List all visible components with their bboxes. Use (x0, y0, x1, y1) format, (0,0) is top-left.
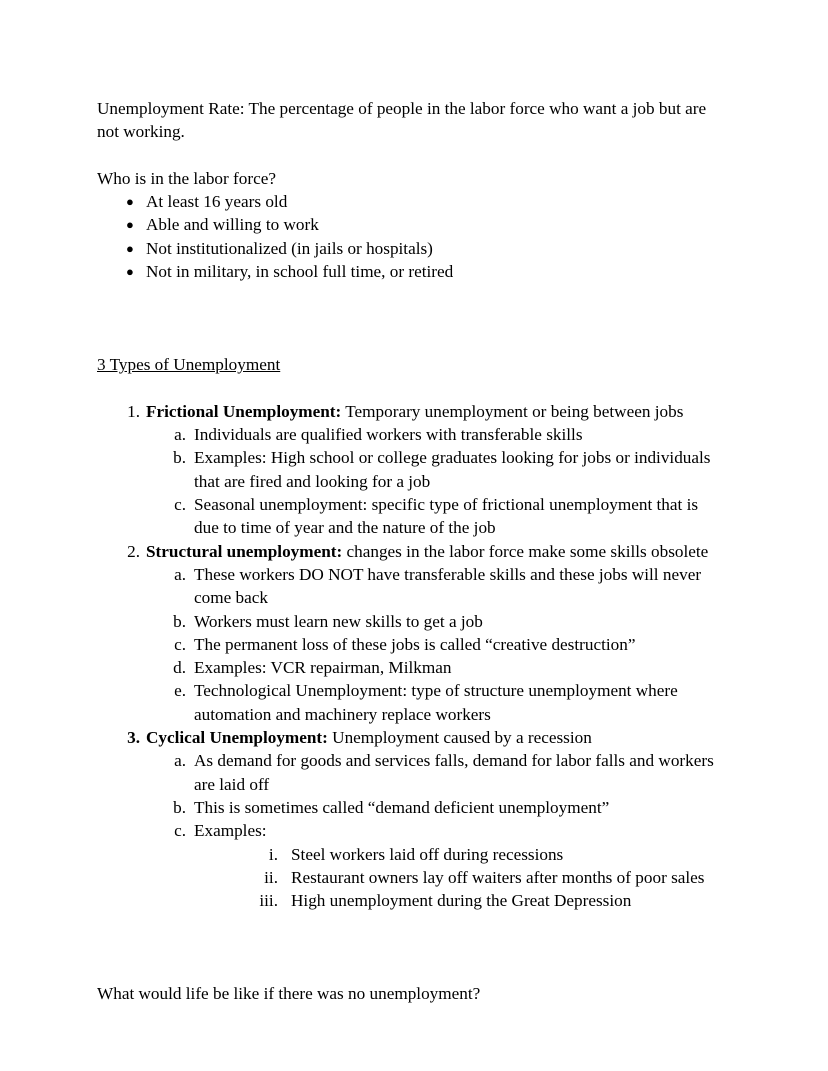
list-marker: b. (173, 611, 186, 631)
list-item (97, 726, 722, 912)
sub-list (146, 749, 722, 912)
list-item (146, 819, 722, 912)
list-item-label: Individuals are qualified workers with transferable skills (194, 425, 583, 445)
list-item-label: Examples: VCR repairman, Milkman (194, 658, 452, 678)
spacer (97, 330, 722, 353)
document-body (97, 97, 722, 1006)
list-marker: e. (174, 681, 186, 701)
sub-list (146, 563, 722, 726)
list-item (97, 400, 722, 540)
types-of-unemployment-list (97, 400, 722, 913)
list-marker: i. (268, 844, 278, 864)
list-item (97, 237, 722, 260)
closing-question: What would life be like if there was no unemployment? (97, 984, 481, 1004)
list-item (194, 866, 722, 889)
list-item (194, 843, 722, 866)
spacer (97, 912, 722, 935)
list-marker: 3. (127, 728, 140, 748)
list-marker: a. (174, 564, 186, 584)
list-item-label: Examples: High school or college graduates looking for jobs or individuals that are fired and looking for a job (194, 448, 711, 491)
list-item (146, 610, 722, 633)
list-item-label: These workers DO NOT have transferable skills and these jobs will never come back (194, 564, 702, 608)
spacer (97, 144, 722, 167)
spacer (97, 307, 722, 330)
intro-paragraph: Unemployment Rate: The percentage of people in the labor force who want a job but are not working. (97, 99, 707, 142)
spacer (97, 283, 722, 306)
list-marker: d. (173, 658, 186, 678)
list-item-label: As demand for goods and services falls, demand for labor falls and workers are laid off (194, 751, 714, 794)
list-item (194, 889, 722, 912)
page-title: 3 Types of Unemployment (97, 355, 281, 375)
list-marker: c. (174, 821, 186, 841)
examples-list (194, 843, 722, 913)
list-item (97, 540, 722, 726)
term-label: Cyclical Unemployment: (146, 728, 328, 748)
list-item (146, 493, 722, 540)
sub-list (146, 423, 722, 539)
list-item (146, 423, 722, 446)
list-marker: a. (174, 751, 186, 771)
list-marker: 2. (127, 541, 140, 561)
list-item (97, 260, 722, 283)
term-label: Frictional Unemployment: (146, 401, 342, 421)
list-item (146, 679, 722, 726)
list-item (97, 213, 722, 236)
list-item-label: Workers must learn new skills to get a job (194, 611, 483, 631)
bullet-icon: ● (126, 240, 134, 256)
labor-force-question: Who is in the labor force? (97, 168, 276, 188)
list-item-label: Steel workers laid off during recessions (291, 844, 564, 864)
labor-force-bullet-list (97, 190, 722, 283)
list-marker: c. (174, 634, 186, 654)
list-item-label: Not institutionalized (in jails or hospitals) (146, 238, 433, 258)
list-item (146, 796, 722, 819)
definition-text: Temporary unemployment or being between jobs (341, 401, 684, 421)
list-item (146, 446, 722, 493)
bullet-icon: ● (126, 264, 134, 280)
list-marker: a. (174, 425, 186, 445)
list-item (97, 190, 722, 213)
list-item (146, 633, 722, 656)
list-item-label: Examples: (194, 821, 267, 841)
definition-text: Unemployment caused by a recession (327, 728, 592, 748)
section-heading-wrap (97, 353, 722, 376)
bullet-icon: ● (126, 217, 134, 233)
list-item-label: Able and willing to work (146, 215, 319, 235)
list-item-label: Restaurant owners lay off waiters after months of poor sales (291, 867, 705, 887)
list-item-label: This is sometimes called “demand deficient unemployment” (194, 797, 610, 817)
list-item (146, 749, 722, 796)
spacer (97, 936, 722, 959)
list-item-label: Not in military, in school full time, or retired (146, 262, 454, 282)
list-marker: b. (173, 448, 186, 468)
list-item (146, 656, 722, 679)
spacer (97, 377, 722, 400)
bullet-icon: ● (126, 194, 134, 210)
list-marker: ii. (264, 867, 278, 887)
list-marker: 1. (127, 401, 140, 421)
list-marker: iii. (259, 891, 278, 911)
list-item (146, 563, 722, 610)
definition-text: changes in the labor force make some skills obsolete (342, 541, 709, 561)
term-label: Structural unemployment: (146, 541, 343, 561)
list-marker: c. (174, 495, 186, 515)
list-item-label: Seasonal unemployment: specific type of frictional unemployment that is due to time of year and the nature of the job (194, 495, 699, 538)
list-item-label: Technological Unemployment: type of structure unemployment where automation and machinery replace workers (194, 681, 678, 724)
list-marker: b. (173, 797, 186, 817)
list-item-label: At least 16 years old (146, 192, 288, 212)
list-item-label: High unemployment during the Great Depression (291, 891, 632, 911)
list-item-label: The permanent loss of these jobs is called “creative destruction” (194, 634, 636, 654)
spacer (97, 959, 722, 982)
